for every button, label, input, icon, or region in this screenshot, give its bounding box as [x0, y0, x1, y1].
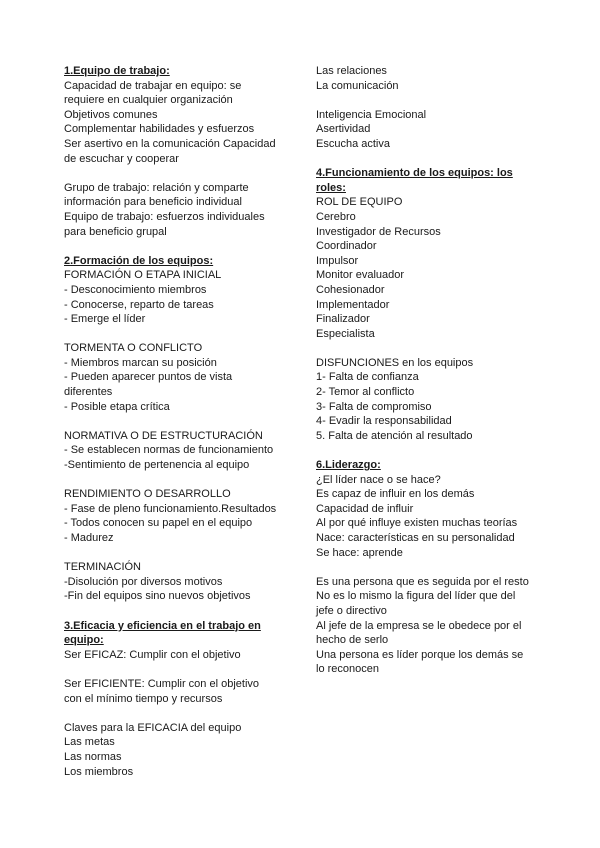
section-heading: 6.Liderazgo: [316, 459, 381, 472]
text-line: - Posible etapa crítica [64, 400, 170, 413]
text-line: Implementador [316, 298, 390, 311]
text-line: Equipo de trabajo: esfuerzos individuales [64, 210, 265, 223]
left-column [64, 64, 326, 779]
blank-line [64, 327, 326, 342]
text-line: 3- Falta de compromiso [316, 400, 432, 413]
text-line: - Conocerse, reparto de tareas [64, 298, 214, 311]
text-line: de escuchar y cooperar [64, 152, 179, 165]
text-line: Grupo de trabajo: relación y comparte [64, 181, 249, 194]
text-line: Complementar habilidades y esfuerzos [64, 123, 255, 136]
text-line: con el mínimo tiempo y recursos [64, 692, 223, 705]
text-line: - Desconocimiento miembros [64, 283, 207, 296]
text-line: Las relaciones [316, 65, 387, 77]
blank-line [316, 560, 578, 575]
text-line: hecho de serlo [316, 634, 389, 647]
text-line: - Madurez [64, 532, 114, 544]
text-line: Ser EFICIENTE: Cumplir con el objetivo [64, 677, 260, 690]
text-line: Al por qué influye existen muchas teorías [316, 517, 518, 530]
text-line: Investigador de Recursos [316, 225, 441, 238]
text-line: - Emerge el líder [64, 313, 146, 326]
text-line: Nace: características en su personalidad [316, 532, 515, 544]
text-line: NORMATIVA O DE ESTRUCTURACIÓN [64, 429, 263, 442]
section-heading: 4.Funcionamiento de los equipos: los [316, 167, 513, 180]
text-line: Las normas [64, 750, 122, 763]
text-line: Capacidad de trabajar en equipo: se [64, 79, 242, 92]
section-heading: 1.Equipo de trabajo: [64, 65, 170, 77]
text-line: para beneficio grupal [64, 225, 167, 238]
text-line: Es capaz de influir en los demás [316, 488, 475, 501]
section-heading: 2.Formación de los equipos: [64, 254, 214, 267]
text-line: Especialista [316, 327, 375, 340]
text-line: Al jefe de la empresa se le obedece por el [316, 619, 522, 632]
text-line: Finalizador [316, 313, 370, 326]
text-line: Claves para la EFICACIA del equipo [64, 721, 242, 734]
blank-line [64, 166, 326, 181]
text-line: -Disolución por diversos motivos [64, 575, 223, 588]
text-line: Impulsor [316, 254, 359, 267]
text-line: 2- Temor al conflicto [316, 386, 415, 399]
blank-line [316, 341, 578, 356]
blank-line [64, 239, 326, 254]
right-column [316, 64, 578, 677]
text-line: TORMENTA O CONFLICTO [64, 342, 203, 355]
text-line: ¿El líder nace o se hace? [316, 473, 441, 486]
text-line: -Sentimiento de pertenencia al equipo [64, 459, 250, 472]
text-line: Es una persona que es seguida por el resto [316, 575, 529, 588]
blank-line [316, 443, 578, 458]
text-line: Las metas [64, 736, 115, 749]
text-line: RENDIMIENTO O DESARROLLO [64, 488, 231, 501]
blank-line [316, 152, 578, 167]
text-line: No es lo mismo la figura del líder que del [316, 590, 516, 603]
text-line: Coordinador [316, 240, 377, 253]
text-line: - Miembros marcan su posición [64, 356, 217, 369]
text-line: TERMINACIÓN [64, 561, 141, 574]
blank-line [64, 473, 326, 488]
text-line: - Fase de pleno funcionamiento.Resultados [64, 502, 277, 515]
text-line: Objetivos comunes [64, 108, 158, 121]
text-line: Escucha activa [316, 137, 390, 150]
text-line: diferentes [64, 386, 113, 399]
text-line: jefe o directivo [316, 604, 387, 617]
section-heading: 3.Eficacia y eficiencia en el trabajo en [64, 619, 261, 632]
text-line: Ser EFICAZ: Cumplir con el objetivo [64, 648, 241, 661]
text-line: Cohesionador [316, 283, 385, 296]
text-line: -Fin del equipos sino nuevos objetivos [64, 590, 251, 603]
section-heading: equipo: [64, 634, 104, 647]
blank-line [316, 93, 578, 108]
blank-line [64, 706, 326, 721]
text-line: requiere en cualquier organización [64, 94, 233, 107]
text-line: ROL DE EQUIPO [316, 196, 403, 209]
text-line: Una persona es líder porque los demás se [316, 648, 524, 661]
text-line: - Todos conocen su papel en el equipo [64, 517, 253, 530]
text-line: Monitor evaluador [316, 269, 405, 282]
text-line: 5. Falta de atención al resultado [316, 429, 473, 442]
text-line: Cerebro [316, 210, 356, 223]
text-line: - Se establecen normas de funcionamiento [64, 444, 274, 457]
text-line: Inteligencia Emocional [316, 108, 427, 121]
text-line: La comunicación [316, 79, 399, 92]
text-line: lo reconocen [316, 663, 379, 676]
text-line: Asertividad [316, 123, 371, 136]
blank-line [64, 662, 326, 677]
text-line: Ser asertivo en la comunicación Capacidad [64, 137, 276, 150]
text-line: - Pueden aparecer puntos de vista [64, 371, 233, 384]
text-line: DISFUNCIONES en los equipos [316, 356, 474, 369]
text-line: Capacidad de influir [316, 502, 414, 515]
blank-line [64, 414, 326, 429]
section-heading: roles: [316, 181, 346, 194]
text-line: 1- Falta de confianza [316, 371, 419, 384]
text-line: información para beneficio individual [64, 196, 242, 209]
blank-line [64, 604, 326, 619]
text-line: Se hace: aprende [316, 546, 403, 559]
blank-line [64, 546, 326, 561]
text-line: Los miembros [64, 765, 134, 778]
text-line: FORMACIÓN O ETAPA INICIAL [64, 269, 222, 282]
text-line: 4- Evadir la responsabilidad [316, 415, 452, 428]
